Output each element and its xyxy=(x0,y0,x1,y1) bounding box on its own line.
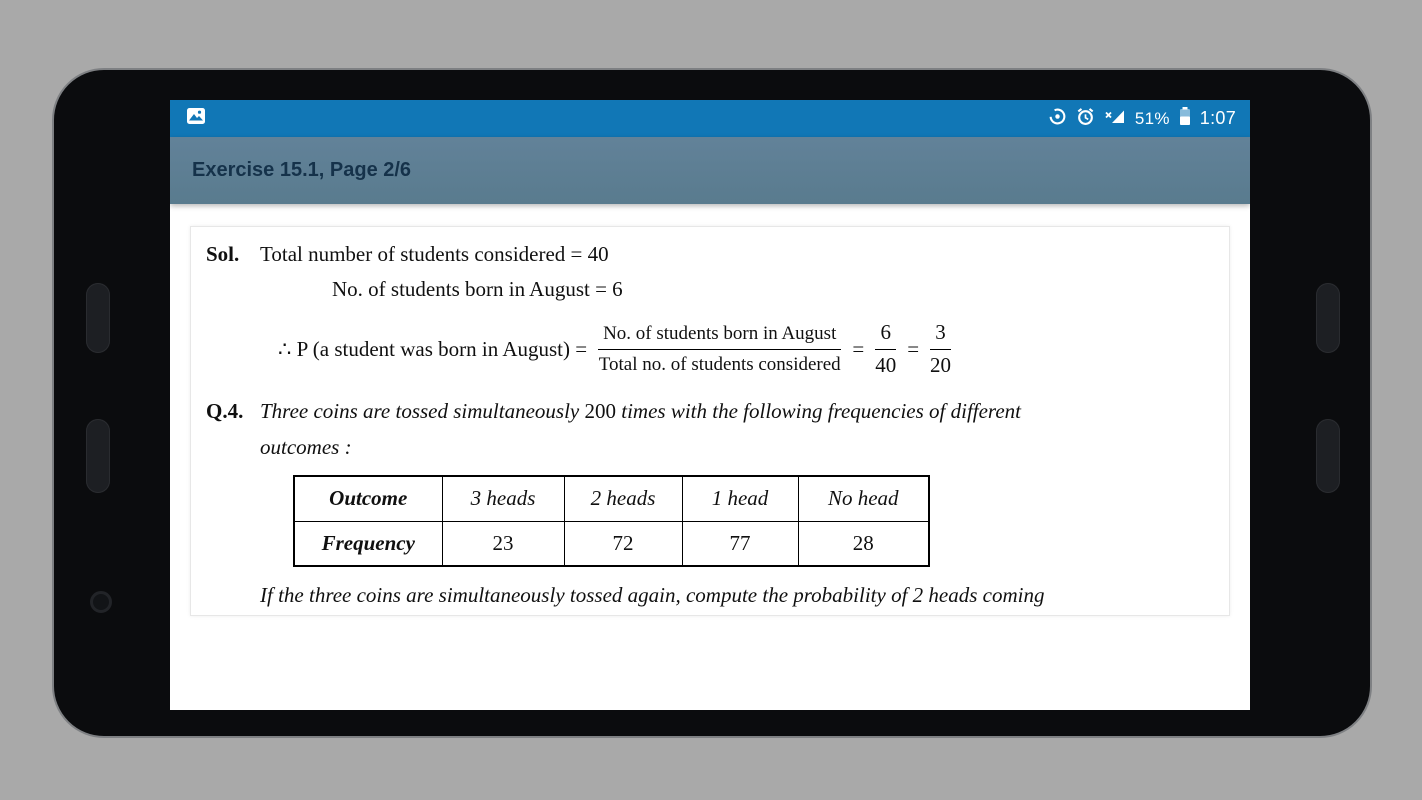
frequency-value-cell: 77 xyxy=(682,521,798,566)
equals-sign: = xyxy=(907,336,920,361)
frequency-value-cell: 28 xyxy=(798,521,929,566)
equation-prefix: ∴ P (a student was born in August) = xyxy=(278,336,588,361)
question-continuation-text: If the three coins are simultaneously tossed again, compute the probability of 2 heads coming xyxy=(260,583,1045,608)
frequency-value-cell: 23 xyxy=(442,521,564,566)
header-cell-2-heads: 2 heads xyxy=(564,476,682,521)
frequency-value-cell: 72 xyxy=(564,521,682,566)
textbook-page xyxy=(190,226,1230,616)
camera-lens xyxy=(90,591,112,613)
no-signal-icon xyxy=(1104,107,1126,130)
question-text-line-1: Three coins are tossed simultaneously 200 times with the following frequencies of different xyxy=(260,399,1021,424)
table-frequency-row xyxy=(294,521,929,566)
header-cell-outcome: Outcome xyxy=(294,476,442,521)
right-volume-button xyxy=(1316,283,1340,353)
fraction-words: $\frac{\text{No. of students born in August}}{\text{Total no. of students considered}}$ xyxy=(598,323,841,375)
question-4 xyxy=(191,396,1229,462)
equals-sign: = xyxy=(852,336,865,361)
gallery-icon xyxy=(186,107,206,130)
frequency-label-cell: Frequency xyxy=(294,521,442,566)
solution-label: Sol. xyxy=(206,242,240,266)
app-toolbar xyxy=(170,137,1250,204)
left-power-button xyxy=(86,419,110,493)
fraction-6-40: $\frac{6}{40}$ xyxy=(875,320,897,377)
solution-text-1: Total number of students considered = 40 xyxy=(260,242,609,266)
alarm-icon xyxy=(1076,107,1095,131)
probability-equation xyxy=(278,320,1229,378)
battery-percent: 51% xyxy=(1134,108,1170,128)
data-saver-icon xyxy=(1048,107,1067,131)
clock-time: 1:07 xyxy=(1199,108,1236,128)
left-volume-button xyxy=(86,283,110,353)
question-body xyxy=(260,396,1229,462)
solution-line-1 xyxy=(191,239,1229,269)
status-bar xyxy=(170,100,1250,137)
right-power-button xyxy=(1316,419,1340,493)
header-cell-1-head: 1 head xyxy=(682,476,798,521)
page-title: Exercise 15.1, Page 2/6 xyxy=(192,159,412,181)
phone-device-frame xyxy=(52,68,1372,738)
question-text-line-2: outcomes : xyxy=(260,435,352,460)
battery-icon xyxy=(1179,106,1191,131)
table-header-row xyxy=(294,476,929,521)
question-label: Q.4. xyxy=(206,399,244,424)
phone-screen xyxy=(170,100,1250,710)
header-cell-3-heads: 3 heads xyxy=(442,476,564,521)
fraction-3-20: $\frac{3}{20}$ xyxy=(930,320,952,377)
header-cell-no-head: No head xyxy=(798,476,929,521)
frequency-table xyxy=(293,475,930,567)
document-scroll-area[interactable] xyxy=(170,226,1250,710)
solution-text-2: No. of students born in August = 6 xyxy=(332,277,623,301)
